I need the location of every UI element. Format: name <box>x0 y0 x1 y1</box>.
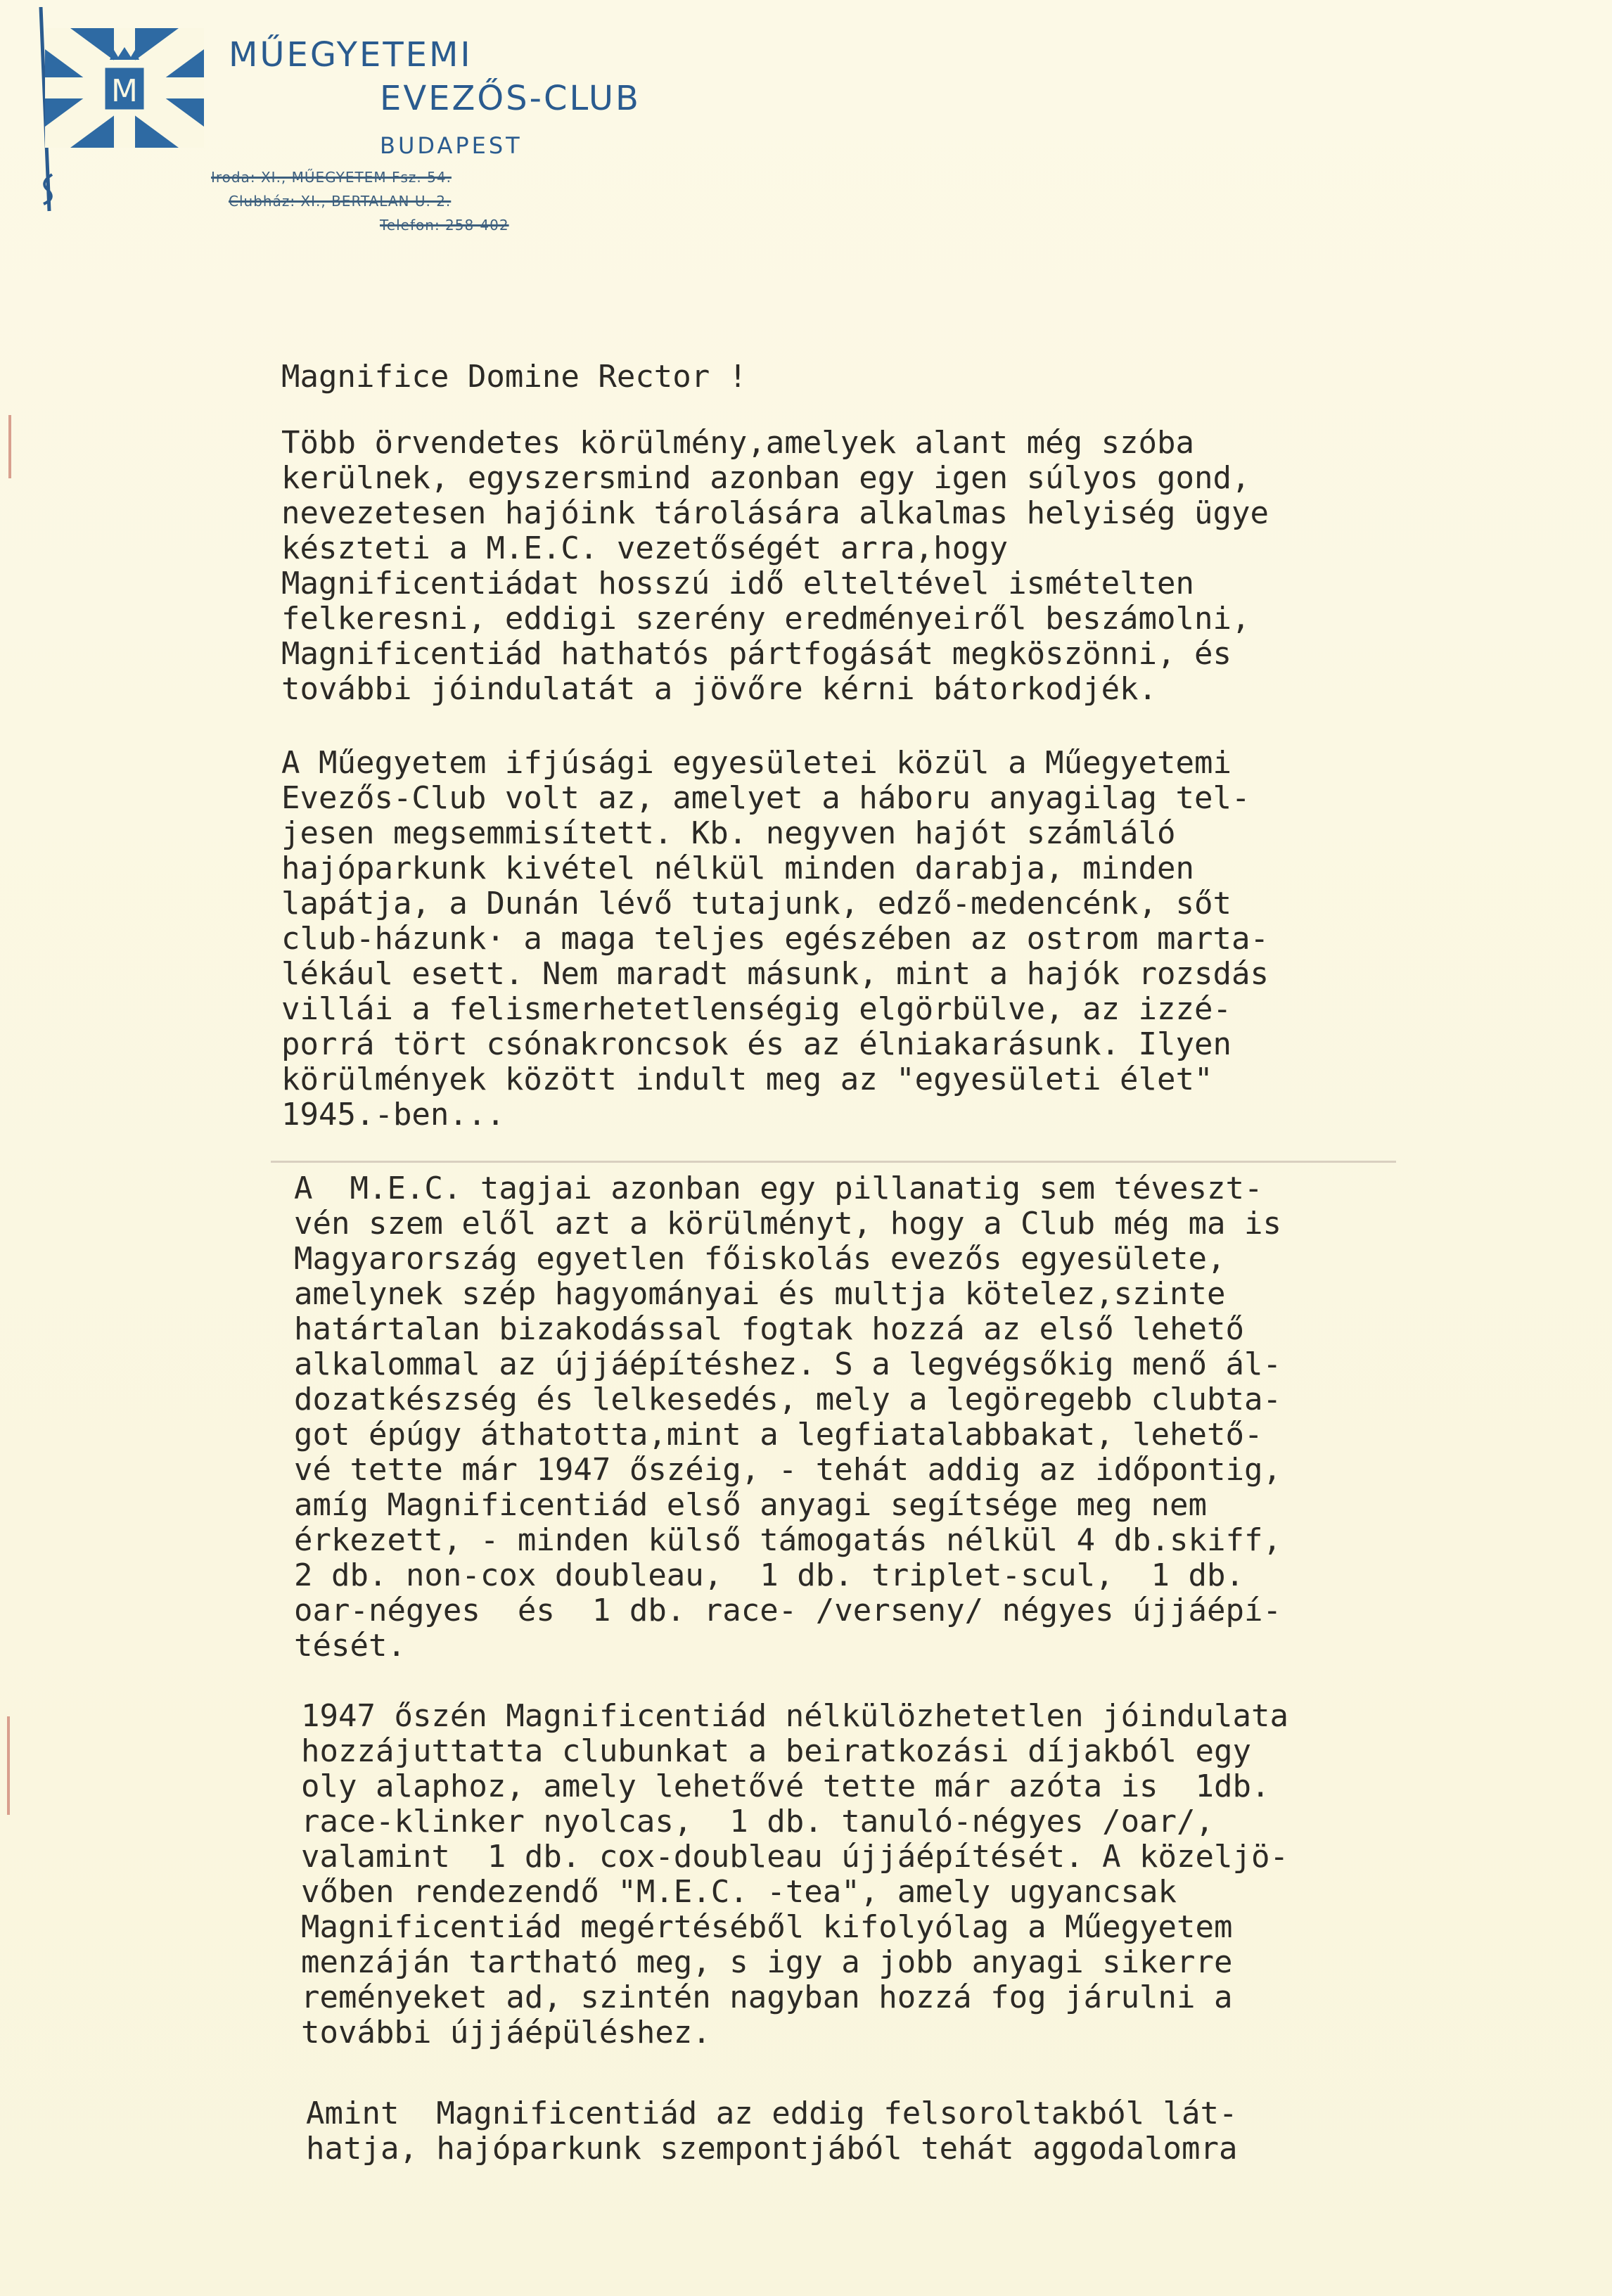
text-line: A M.E.C. tagjai azonban egy pillanatig sem téveszt- <box>294 1171 1263 1206</box>
text-line: jesen megsemmisített. Kb. negyven hajót számláló <box>281 815 1176 851</box>
text-line: oar-négyes és 1 db. race- /verseny/ négyes újjáépí- <box>294 1593 1281 1628</box>
club-name-line2: EVEZŐS-CLUB <box>380 79 641 118</box>
text-line: menzáján tartható meg, s igy a jobb anyagi sikerre <box>301 1944 1233 1980</box>
text-line: 2 db. non-cox doubleau, 1 db. triplet-scul, 1 db. <box>294 1557 1245 1593</box>
margin-mark <box>7 1716 10 1815</box>
text-line: tését. <box>294 1628 406 1664</box>
text-line: hatja, hajóparkunk szempontjából tehát aggodalomra <box>306 2131 1238 2167</box>
text-line: Magnificentiád megértéséből kifolyólag a Műegyetem <box>301 1909 1233 1945</box>
text-line: alkalommal az újjáépítéshez. S a legvégsőkig menő ál- <box>294 1346 1281 1382</box>
text-line: 1947 őszén Magnificentiád nélkülözhetetlen jóindulata <box>301 1698 1288 1734</box>
margin-mark <box>8 415 11 478</box>
text-line: A Műegyetem ifjúsági egyesületei közül a Műegyetemi <box>281 745 1232 781</box>
text-line: vé tette már 1947 őszéig, - tehát addig az időpontig, <box>294 1452 1281 1488</box>
text-line: lékául esett. Nem maradt másunk, mint a hajók rozsdás <box>281 956 1269 992</box>
text-line: reményeket ad, szintén nagyban hozzá fog járulni a <box>301 1979 1233 2015</box>
club-city: BUDAPEST <box>380 132 523 159</box>
text-line: kerülnek, egyszersmind azonban egy igen súlyos gond, <box>281 460 1250 496</box>
text-line: Több örvendetes körülmény,amelyek alant még szóba <box>281 425 1195 461</box>
text-line: körülmények között indult meg az "egyesületi élet" <box>281 1061 1213 1097</box>
text-line: további újjáépüléshez. <box>301 2015 711 2051</box>
text-line: Magyarország egyetlen főiskolás evezős egyesülete, <box>294 1241 1226 1277</box>
text-line: villái a felismerhetetlenségig elgörbülve, az izzé- <box>281 991 1232 1027</box>
address-line-phone: Telefon: 258-402 <box>380 217 509 234</box>
text-line: Magnificentiád hathatós pártfogását megköszönni, és <box>281 636 1232 672</box>
text-line: lapátja, a Dunán lévő tutajunk, edző-medencénk, sőt <box>281 886 1232 921</box>
text-line: nevezetesen hajóink tárolására alkalmas helyiség ügye <box>281 495 1269 531</box>
club-flag-logo-icon <box>28 7 211 218</box>
divider <box>271 1161 1396 1163</box>
paragraph-4 <box>301 1699 1288 2051</box>
text-line: race-klinker nyolcas, 1 db. tanuló-négyes /oar/, <box>301 1804 1215 1839</box>
text-line: vén szem elől azt a körülményt, hogy a Club még ma is <box>294 1206 1281 1242</box>
salutation: Magnifice Domine Rector ! <box>281 359 748 395</box>
text-line: vőben rendezendő "M.E.C. -tea", amely ugyancsak <box>301 1874 1177 1910</box>
logo-letter: M <box>111 73 138 109</box>
text-line: felkeresni, eddigi szerény eredményeiről beszámolni, <box>281 601 1250 637</box>
text-line: hajóparkunk kivétel nélkül minden darabja, minden <box>281 850 1195 886</box>
text-line: határtalan bizakodással fogtak hozzá az első lehető <box>294 1311 1245 1347</box>
text-line: érkezett, - minden külső támogatás nélkül 4 db.skiff, <box>294 1522 1281 1558</box>
paragraph-2 <box>281 746 1269 1133</box>
address-line-office: Iroda: XI., MŰEGYETEM Fsz. 54. <box>211 169 452 186</box>
club-name-line1: MŰEGYETEMI <box>229 35 473 75</box>
text-line: készteti a M.E.C. vezetőségét arra,hogy <box>281 530 1009 566</box>
text-line: valamint 1 db. cox-doubleau újjáépítését. A közeljö- <box>301 1839 1288 1875</box>
text-line: dozatkészség és lelkesedés, mely a legöregebb clubta- <box>294 1382 1281 1417</box>
text-line: Magnificentiádat hosszú idő elteltével ismételten <box>281 566 1195 601</box>
text-line: hozzájuttatta clubunkat a beiratkozási díjakból egy <box>301 1733 1252 1769</box>
text-line: további jóindulatát a jövőre kérni bátorkodjék. <box>281 671 1158 707</box>
text-line: porrá tört csónakroncsok és az élniakarásunk. Ilyen <box>281 1026 1232 1062</box>
paragraph-3 <box>294 1171 1281 1664</box>
text-line: club-házunk· a maga teljes egészében az ostrom marta- <box>281 921 1269 957</box>
text-line: amíg Magnificentiád első anyagi segítsége meg nem <box>294 1487 1208 1523</box>
text-line: Evezős-Club volt az, amelyet a háboru anyagilag tel- <box>281 780 1250 816</box>
text-line: oly alaphoz, amely lehetővé tette már azóta is 1db. <box>301 1768 1270 1804</box>
address-line-clubhouse: Clubház: XI., BERTALAN U. 2. <box>229 193 452 210</box>
paragraph-5 <box>306 2096 1238 2167</box>
text-line: amelynek szép hagyományai és multja kötelez,szinte <box>294 1276 1226 1312</box>
paragraph-1 <box>281 426 1269 707</box>
text-line: 1945.-ben... <box>281 1097 505 1133</box>
text-line: Amint Magnificentiád az eddig felsoroltakból lát- <box>306 2096 1238 2131</box>
text-line: got épúgy áthatotta,mint a legfiatalabbakat, lehető- <box>294 1417 1263 1453</box>
